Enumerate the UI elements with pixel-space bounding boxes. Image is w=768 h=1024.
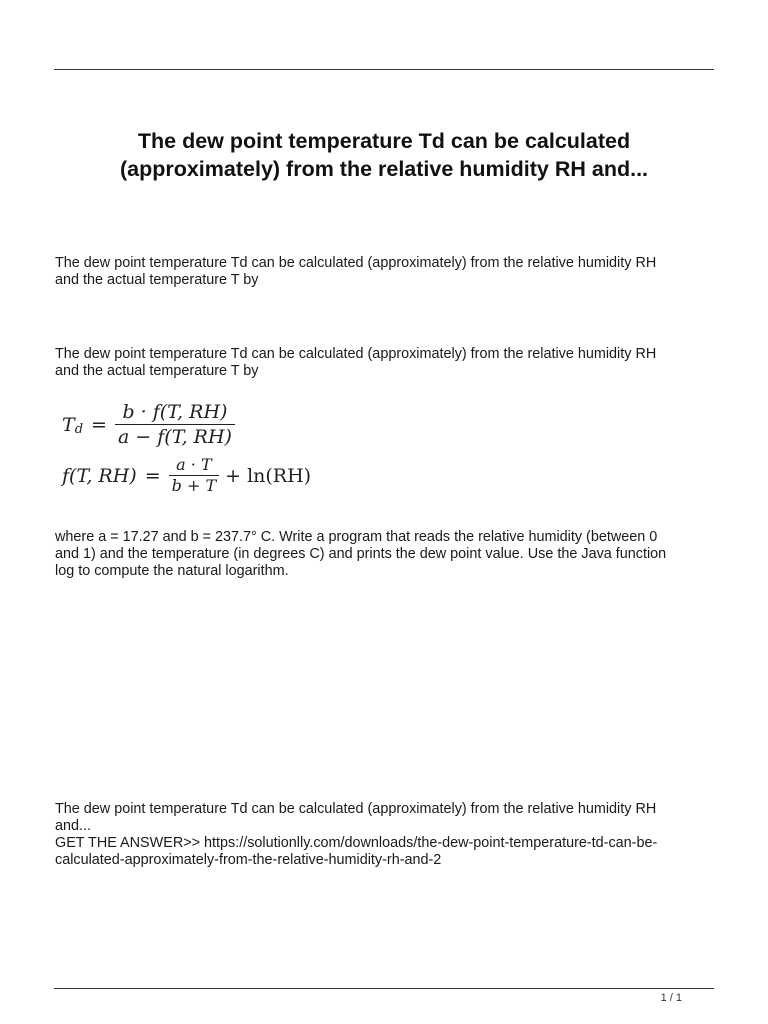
- paragraph-line: and the actual temperature T by: [55, 272, 259, 288]
- paragraph-line: where a = 17.27 and b = 237.7° C. Write a program that reads the relative humidity (between 0: [55, 529, 658, 545]
- answer-link-line: calculated-approximately-from-the-relative-humidity-rh-and-2: [55, 852, 442, 868]
- title-line: (approximately) from the relative humidity RH and...: [119, 157, 649, 181]
- formula-denominator: b + T: [171, 476, 217, 495]
- question-paragraph: [55, 346, 720, 380]
- formula-subscript: d: [74, 422, 84, 437]
- instructions-paragraph: [55, 529, 720, 580]
- paragraph-line: and the actual temperature T by: [55, 363, 259, 379]
- formula-function: f(T, RH): [62, 464, 137, 487]
- formula-row-td: [62, 400, 322, 449]
- answer-link-line: GET THE ANSWER>> https://solutionlly.com/downloads/the-dew-point-temperature-td-can-be-: [55, 835, 658, 851]
- paragraph-line: log to compute the natural logarithm.: [55, 563, 289, 579]
- formula-fraction: [115, 400, 235, 449]
- paragraph-line: and 1) and the temperature (in degrees C) and prints the dew point value. Use the Java function: [55, 546, 667, 562]
- page-number: 1 / 1: [660, 992, 682, 1004]
- formula-equals: =: [144, 464, 161, 487]
- formula-log-term: + ln(RH): [225, 464, 312, 487]
- formula-symbol: T: [62, 413, 75, 436]
- formula-numerator: a · T: [176, 455, 212, 474]
- title-line: The dew point temperature Td can be calculated: [137, 129, 631, 153]
- document-title: [54, 127, 714, 183]
- paragraph-line: The dew point temperature Td can be calculated (approximately) from the relative humidity RH: [55, 255, 657, 271]
- formula-row-f: [62, 455, 322, 496]
- intro-paragraph: [55, 255, 720, 289]
- bottom-rule: [54, 988, 714, 989]
- paragraph-line: The dew point temperature Td can be calculated (approximately) from the relative humidity RH: [55, 346, 657, 362]
- paragraph-line: The dew point temperature Td can be calculated (approximately) from the relative humidity RH: [55, 801, 657, 817]
- paragraph-line: and...: [55, 818, 92, 834]
- top-rule: [54, 69, 714, 70]
- formula-equals: =: [91, 413, 107, 436]
- formula-denominator: a − f(T, RH): [117, 426, 232, 448]
- dew-point-formula: [62, 400, 322, 510]
- formula-numerator: b · f(T, RH): [122, 401, 228, 423]
- answer-paragraph: [55, 801, 720, 869]
- formula-fraction: [169, 455, 220, 496]
